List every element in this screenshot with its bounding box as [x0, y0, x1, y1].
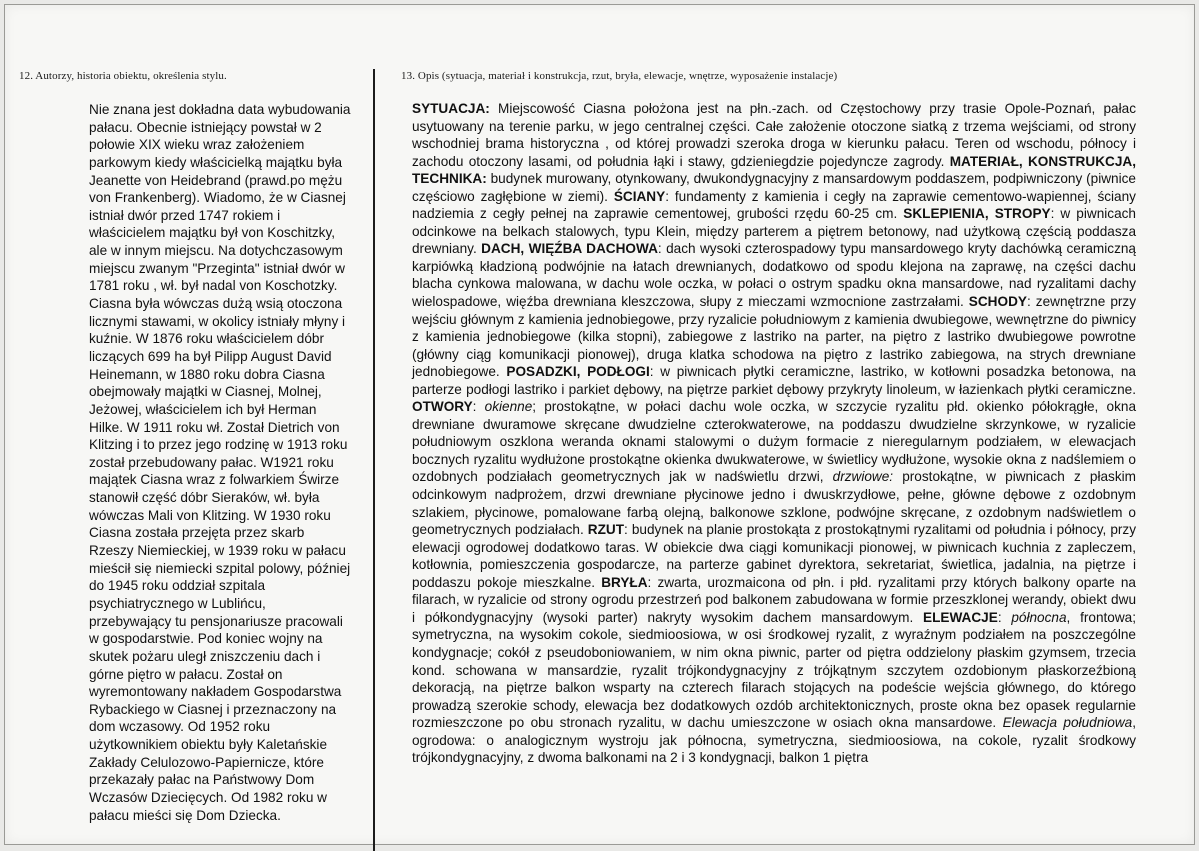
description-text	[412, 100, 1136, 767]
text-sciany: : fundamenty z kamienia i cegły na zaprawie cementowo-wapiennej, ściany nadziemia z cegły pełnej na zaprawie cementowej, grubości rzędu 60-25 cm.	[412, 188, 1136, 222]
text-material: budynek murowany, otynkowany, dwukondygnacyjny z mansardowym poddaszem, podpiwniczony (piwnice częściowo zagłębione w ziemi).	[412, 171, 1136, 204]
history-line: obejmowały majątki w Ciasnej, Molnej,	[89, 384, 322, 400]
label-dach: DACH, WIĘŹBA DACHOWA	[481, 241, 658, 257]
history-line: Ciasna została przejęta przez skarb	[89, 525, 305, 541]
text-poludniowa: , ogrodowa: o analogicznym wystroju jak północna, symetryczna, siedmioosiowa, na cokole, ryzalit środkowy trójkondygnacyjny, z dwoma balkonami na 2 i 3 kondygnacji, balkon 1 piętra	[412, 715, 1136, 766]
text-sklepienia: : w piwnicach odcinkowe na belkach stalowych, typu Klein, między parterem a piętrem betonowy, nad użytkową częścią poddasza drewniany.	[412, 206, 1136, 257]
label-material: MATERIAŁ, KONSTRUKCJA, TECHNIKA:	[412, 153, 1136, 187]
history-line: pałacu mieści się Dom Dziecka.	[89, 807, 281, 823]
text-otwory: ; prostokątne, w połaci dachu wole oczka, w szczycie ryzalitu płd. okienko półokrągłe, okna drewniane dwuramowe skręcane dwudzielne czterokwaterowe, na poddaszu dwudzielne skrzynkowe, w ryzalicie południowym oszklona weranda oknami stalowymi o dużym formacie z nieregularnym podziałem, w elewacjach bocznych ryzalitu wydłużone prostokątne okienka dwukwaterowe, w świetlicy wydłużone, wysokie okna z nadślemiem o ozdobnych podziałach geometrycznych jak w nadświetlu drzwi,	[412, 399, 1136, 485]
text-schody: : zewnętrzne przy wejściu głównym z kamienia jednobiegowe, przy ryzalicie południowym z kamienia dwubiegowe, wewnętrzne do piwnicy z kamienia jednobiegowe (kilka stopni), zabiegowe z lastriko na parter, na piętro z lastriko dwubiegowe powrotne (główny ciąg komunikacji pionowej), druga klatka schodowa na piętro z lastriko zabiegowa, na strych drewniane jednobiegowe.	[412, 294, 1137, 380]
history-line: Wczasów Dziecięcych. Od 1982 roku w	[89, 789, 327, 805]
label-drzwiowe: drzwiowe:	[832, 469, 894, 485]
label-poludniowa: Elewacja południowa	[1002, 715, 1133, 731]
history-line: istniał dwór przed 1747 rokiem i	[89, 207, 281, 223]
label-polnocna: północna	[1011, 609, 1067, 625]
history-line: Zakłady Celulozowo-Papiernicze, które	[89, 754, 324, 770]
label-sciany: ŚCIANY	[613, 188, 666, 204]
label-elewacje: ELEWACJE	[923, 609, 998, 625]
history-line: mieścił się niemiecki szpital polowy, później	[89, 560, 351, 576]
history-line: Jeanette von Heidebrand (prawd.po mężu	[89, 172, 343, 188]
label-otwory: OTWORY	[412, 399, 473, 415]
history-line: majątek Ciasna wraz z folwarkiem Świrze	[89, 472, 340, 488]
history-line: Rybackiego w Ciasnej i przeznaczony na	[89, 701, 337, 717]
label-bryla: BRYŁA	[601, 574, 648, 590]
history-line: licznymi stawami, w okolicy istniały młyny i	[89, 313, 346, 329]
history-line: przebywający tu pensjonariusze pracowali	[89, 613, 343, 629]
history-line: stanowił część dóbr Sieraków, wł. była	[89, 490, 320, 506]
history-line: Klitzing i to przez jego rodzinę w 1913 roku	[89, 437, 348, 453]
history-line: przekazały pałac na Państwowy Dom	[89, 772, 315, 788]
text-rzut: : budynek na planie prostokąta z prostokątnymi ryzalitami od południa i północy, przy elewacji ogrodowej dodatkowo taras. W obiekcie dwa ciągi komunikacji pionowej, w piwnicach kuchnia z zapleczem, kotłownia, pomieszczenia gospodarcze, na parterze gabinet dyrektora, sekretariat, świetlica, jadalnia, na piętrze i poddaszu pokoje mieszkalne.	[412, 522, 1136, 590]
history-line: von Frankenberg). Wiadomo, że w Ciasnej	[89, 190, 346, 206]
text-dach: : dach wysoki czterospadowy typu mansardowego kryty dachówką ceramiczną karpiówką kładzioną podwójnie na łatach drewnianych, dodatkowo od spodu klejona na zaprawę, na części dachu blacha cynkowa malowana, w dachu wole oczka, w połaci o ostrym spadku okna mansardowe, nad ryzalitami dachy wielospadowe, więźba drewniana kleszczowa, słupy z mieczami wzmocnione zastrzałami.	[412, 241, 1136, 310]
history-line: właścicielem majątku był von Koschitzky,	[89, 225, 336, 241]
history-line: do 1945 roku oddział szpitala	[89, 578, 266, 594]
history-line: kuźnie. W 1876 roku właścicielem dóbr	[89, 331, 324, 347]
history-line: 1781 roku , wł. był nadal von Koschotzky.	[89, 278, 338, 294]
history-line: miejscu zwanym "Przeginta" istniał dwór w	[89, 260, 345, 276]
history-line: liczących 699 ha był Pilipp August David	[89, 348, 332, 364]
text-elewacje: , frontowa; symetryczna, na wysokim cokole, siedmioosiowa, w osi środkowej ryzalit, z wyraźnym podziałem na poszczególne kondygnacje; cokół z pseudoboniowaniem, w nim okna piwnic, parter od piętra oddzielony płaskim gzymsem, trzecia kond. schowana w mansardzie, ryzalit trójkondygnacyjny z trójkątnym szczytem ozdobionym płaskorzeźbioną dekoracją, na piętrze balkon wsparty na czterech filarach stojących na podeście wejścia głównego, do którego prowadzą szerokie schody, elewacja bez dodatkowych ozdób architektonicznych, proste okna bez opasek regularnie rozmieszczone po obu stronach ryzalitu, w dachu umieszczone w osiach okna mansardowe.	[412, 609, 1137, 731]
history-line: Rzeszy Niemieckiej, w 1939 roku w pałacu	[89, 543, 346, 559]
history-line: skutek pożaru uległ zniszczeniu dach i	[89, 648, 321, 664]
label-sytuacja: SYTUACJA:	[412, 101, 490, 116]
history-line: Nie znana jest dokładna data wybudowania	[89, 102, 351, 117]
history-line: górne piętro w pałacu. Został on	[89, 666, 283, 682]
history-line: psychiatrycznego w Lublińcu,	[89, 595, 266, 611]
history-line: Hilke. W 1911 roku wł. Został Dietrich von	[89, 419, 340, 435]
text-posadzki: : w piwnicach płytki ceramiczne, lastriko, w kotłowni posadzka betonowa, na parterze podłogi lastriko i parkiet dębowy, na piętrze parkiet dębowy przykryty linoleum, w łazienkach płytki ceramiczne.	[412, 364, 1136, 397]
document-page	[4, 4, 1195, 845]
label-sklepienia: SKLEPIENIA, STROPY	[903, 206, 1051, 222]
label-rzut: RZUT	[587, 522, 625, 538]
history-line: Ciasna była wówczas dużą wsią otoczona	[89, 296, 343, 312]
history-line: połowie XIX wieku wraz założeniem	[89, 137, 305, 153]
history-line: dom wczasowy. Od 1952 roku	[89, 719, 271, 735]
history-line: ale w innym miejscu. Na dotychczasowym	[89, 243, 343, 259]
history-line: wyremontowany nakładem Gospodarstwa	[89, 684, 342, 700]
section-12-header: 12. Autorzy, historia obiektu, określenia stylu.	[19, 70, 227, 82]
history-line: Jeżowej, właścicielem ich był Herman	[89, 401, 317, 417]
history-line: w gospodarstwie. Pod koniec wojny na	[89, 631, 323, 647]
history-line: wówczas Mali von Klitzing. W 1930 roku	[89, 507, 331, 523]
history-line: został przebudowany pałac. W1921 roku	[89, 454, 334, 470]
text-bryla: : zwarta, urozmaicona od płn. i płd. ryzalitami przy których balkony oparte na filarach, w ryzalicie od strony ogrodu przestrzeń pod balkonem zabudowana w formie przeszklonej werandy, obiekt dwu i półkondygnacyjny (wysoki parter) nakryty wysokim dachem mansardowym.	[412, 574, 1136, 625]
history-line: pałacu. Obecnie istniejący powstał w 2	[89, 119, 322, 135]
history-line: użytkownikiem obiektu były Kaletańskie	[89, 737, 328, 753]
text-drzwiowe: prostokątne, w piwnicach z płaskim odcinkowym nadprożem, drzwi drewniane płycinowe jedno i dwuskrzydłowe, pełne, główne dębowe z ozdobnym szlakiem, płycinowe, pomalowane farbą olejną, balkonowe szklone, podwójne skręcane, z ozdobnym nadświetlem o geometrycznych podziałach.	[412, 469, 1136, 538]
text-sytuacja: Miejscowość Ciasna położona jest na płn.-zach. od Częstochowy przy trasie Opole-Poznań, pałac usytuowany na terenie parku, w jego centralnej części. Całe założenie otoczone siatką z trzema wejściami, od strony wschodniej brama historyczna , od której prowadzi szeroka droga w kierunku pałacu. Teren od wschodu, północy i zachodu otoczony lasami, od południa łąki i stawy, gdzieniegdzie pojedyncze zagrody.	[412, 101, 1136, 169]
label-okienne: okienne	[484, 399, 533, 415]
history-text	[89, 101, 375, 824]
history-line: parkowym kiedy właścicielką majątku była	[89, 154, 343, 170]
history-line: Heinemann, w 1880 roku dobra Ciasna	[89, 366, 325, 382]
text-otwory-colon: :	[472, 399, 485, 415]
label-schody: SCHODY	[968, 294, 1027, 310]
text-elewacje-colon: :	[997, 609, 1012, 625]
section-13-header: 13. Opis (sytuacja, materiał i konstrukcja, rzut, bryła, elewacje, wnętrze, wyposażenie instalacje)	[401, 70, 838, 82]
label-posadzki: POSADZKI, PODŁOGI	[506, 364, 650, 380]
